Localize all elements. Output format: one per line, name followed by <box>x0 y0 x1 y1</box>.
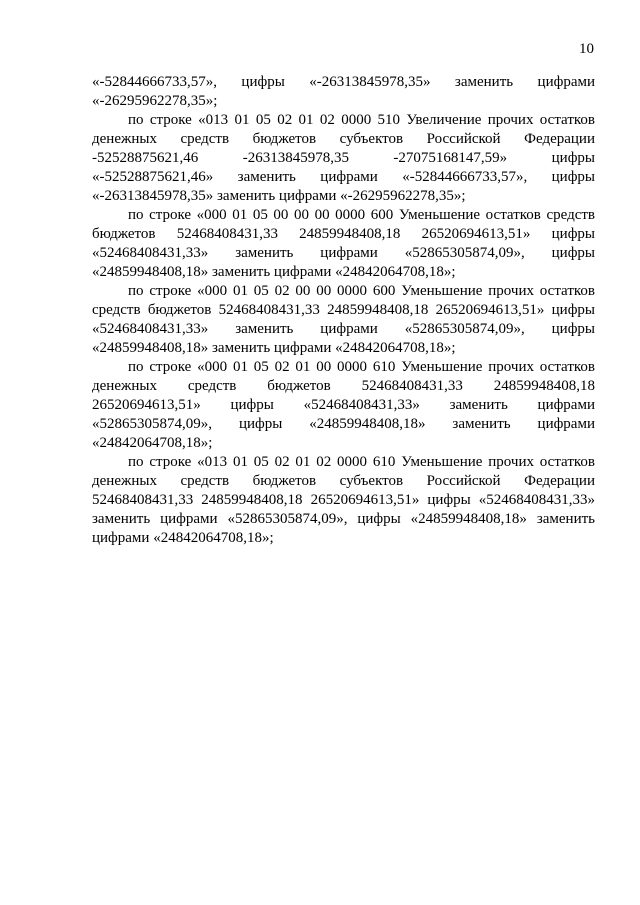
paragraph-line-000-600: по строке «000 01 05 00 00 00 0000 600 Уменьшение остатков средств бюджетов 52468408431,33 24859948408,18 26520694613,51» цифры «52468408431,33» заменить цифрами «52865305874,09», цифры «24859948408,18» заменить цифрами «24842064708,18»; <box>92 207 595 280</box>
paragraph-line-000-610: по строке «000 01 05 02 01 00 0000 610 Уменьшение прочих остатков денежных средств бюджетов 52468408431,33 24859948408,18 26520694613,51» цифры «52468408431,33» заменить цифрами «52865305874,09», цифры «24859948408,18» заменить цифрами «24842064708,18»; <box>92 359 595 451</box>
paragraph-line-013-610: по строке «013 01 05 02 01 02 0000 610 Уменьшение прочих остатков денежных средств бюджетов субъектов Российской Федерации 52468408431,33 24859948408,18 26520694613,51» цифры «52468408431,33» заменить цифрами «52865305874,09», цифры «24859948408,18» заменить цифрами «24842064708,18»; <box>92 454 595 546</box>
document-body <box>92 73 595 548</box>
paragraph-line-000-0200-600: по строке «000 01 05 02 00 00 0000 600 Уменьшение прочих остатков средств бюджетов 52468408431,33 24859948408,18 26520694613,51» цифры «52468408431,33» заменить цифрами «52865305874,09», цифры «24859948408,18» заменить цифрами «24842064708,18»; <box>92 283 595 356</box>
page-number: 10 <box>579 41 594 57</box>
paragraph-line-013-510: по строке «013 01 05 02 01 02 0000 510 Увеличение прочих остатков денежных средств бюджетов субъектов Российской Федерации -52528875621,46 -26313845978,35 -27075168147,59» цифры «-52528875621,46» заменить цифрами «-52844666733,57», цифры «-26313845978,35» заменить цифрами «-26295962278,35»; <box>92 112 595 204</box>
paragraph-continuation: «-52844666733,57», цифры «-26313845978,35» заменить цифрами «-26295962278,35»; <box>92 74 595 109</box>
